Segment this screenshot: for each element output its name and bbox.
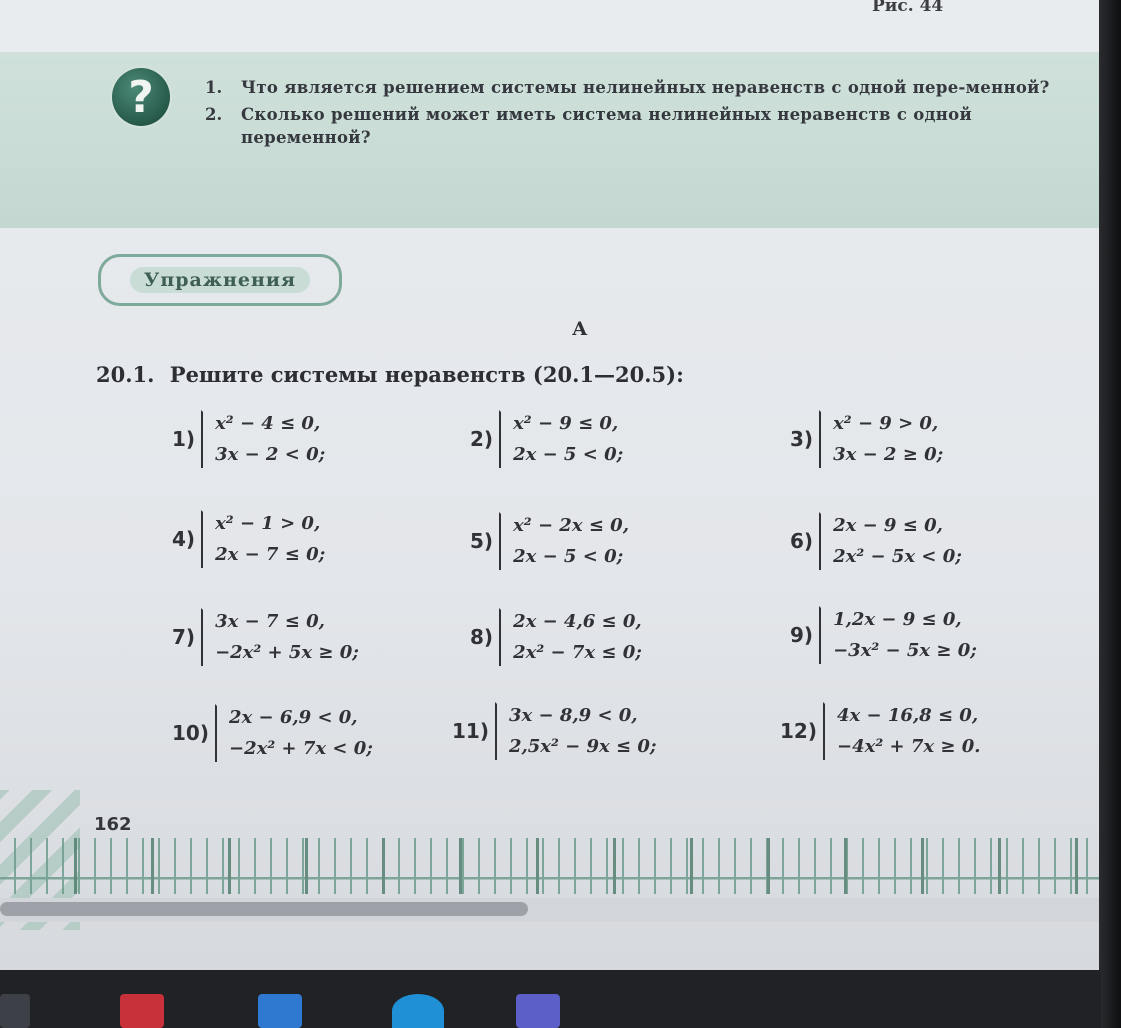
inequality: 2x − 7 ≤ 0; bbox=[215, 544, 326, 565]
inequality: x² − 1 > 0, bbox=[215, 513, 321, 534]
task-heading bbox=[96, 362, 684, 387]
problem-9 bbox=[790, 606, 977, 664]
inequality: 4x − 16,8 ≤ 0, bbox=[836, 705, 979, 726]
teams-icon[interactable] bbox=[516, 994, 560, 1028]
inequality: x² − 4 ≤ 0, bbox=[215, 413, 321, 434]
problem-number: 6) bbox=[790, 529, 814, 553]
brace bbox=[495, 702, 505, 760]
brace bbox=[499, 410, 509, 468]
inequality: 3x − 8,9 < 0, bbox=[508, 705, 638, 726]
problem-number: 8) bbox=[470, 625, 494, 649]
question-item bbox=[205, 76, 1065, 99]
inequality: −2x² + 7x < 0; bbox=[228, 738, 373, 759]
brace bbox=[819, 410, 829, 468]
problem-number: 10) bbox=[172, 721, 209, 745]
problem-3 bbox=[790, 410, 943, 468]
question-number: 1. bbox=[205, 78, 223, 97]
figure-label: Рис. 44 bbox=[872, 0, 944, 16]
scrollbar-thumb[interactable] bbox=[0, 902, 528, 916]
brace bbox=[201, 510, 211, 568]
problem-10 bbox=[172, 704, 373, 762]
inequality: x² − 9 ≤ 0, bbox=[513, 413, 619, 434]
question-number: 2. bbox=[205, 105, 223, 124]
problem-4 bbox=[172, 510, 325, 568]
problem-number: 5) bbox=[470, 529, 494, 553]
inequality: 2x² − 5x < 0; bbox=[833, 546, 962, 567]
inequality: x² − 2x ≤ 0, bbox=[513, 515, 629, 536]
problem-number: 11) bbox=[452, 719, 489, 743]
inequality: 1,2x − 9 ≤ 0, bbox=[833, 609, 962, 630]
brace bbox=[201, 410, 211, 468]
exercises-heading bbox=[98, 254, 342, 306]
brace bbox=[201, 608, 211, 666]
inequality: 2x − 5 < 0; bbox=[513, 546, 624, 567]
inequality: 3x − 7 ≤ 0, bbox=[215, 611, 325, 632]
brace bbox=[819, 512, 829, 570]
problem-2 bbox=[470, 410, 623, 468]
review-questions bbox=[205, 76, 1065, 153]
inequality: 2,5x² − 9x ≤ 0; bbox=[508, 736, 657, 757]
inequality: −4x² + 7x ≥ 0. bbox=[836, 736, 981, 757]
question-item bbox=[205, 103, 1065, 149]
inequality: −3x² − 5x ≥ 0; bbox=[833, 640, 977, 661]
exercises-label: Упражнения bbox=[130, 267, 310, 293]
inequality: 2x² − 7x ≤ 0; bbox=[513, 642, 642, 663]
brace bbox=[215, 704, 225, 762]
page-number: 162 bbox=[94, 814, 132, 835]
question-icon: ? bbox=[112, 68, 170, 126]
problem-number: 2) bbox=[470, 427, 494, 451]
mail-icon[interactable] bbox=[258, 994, 302, 1028]
problem-number: 9) bbox=[790, 623, 814, 647]
problem-5 bbox=[470, 512, 629, 570]
brace bbox=[499, 512, 509, 570]
question-text: Сколько решений может иметь система нелинейных неравенств с одной переменной? bbox=[241, 105, 973, 147]
problem-number: 1) bbox=[172, 427, 196, 451]
problem-number: 3) bbox=[790, 427, 814, 451]
inequality: 2x − 6,9 < 0, bbox=[228, 707, 358, 728]
inequality: 2x − 9 ≤ 0, bbox=[833, 515, 943, 536]
brace bbox=[499, 608, 509, 666]
problem-6 bbox=[790, 512, 962, 570]
problem-7 bbox=[172, 608, 359, 666]
monitor-bezel bbox=[1099, 0, 1121, 1028]
inequality: 3x − 2 ≥ 0; bbox=[833, 444, 944, 465]
inequality: −2x² + 5x ≥ 0; bbox=[215, 642, 359, 663]
brace bbox=[819, 606, 829, 664]
store-icon[interactable] bbox=[120, 994, 164, 1028]
ruler-decoration bbox=[0, 838, 1101, 894]
problem-8 bbox=[470, 608, 642, 666]
problem-11 bbox=[452, 702, 657, 760]
inequality: x² − 9 > 0, bbox=[833, 413, 939, 434]
problem-number: 4) bbox=[172, 527, 196, 551]
app-icon[interactable] bbox=[0, 994, 30, 1028]
group-label: А bbox=[572, 318, 588, 340]
problem-number: 12) bbox=[780, 719, 817, 743]
problem-1 bbox=[172, 410, 325, 468]
inequality: 3x − 2 < 0; bbox=[215, 444, 326, 465]
inequality: 2x − 5 < 0; bbox=[513, 444, 624, 465]
problem-12 bbox=[780, 702, 980, 760]
inequality: 2x − 4,6 ≤ 0, bbox=[513, 611, 642, 632]
problem-number: 7) bbox=[172, 625, 196, 649]
edge-browser-icon[interactable] bbox=[392, 994, 444, 1028]
question-text: Что является решением системы нелинейных неравенств с одной пере-менной? bbox=[241, 78, 1050, 97]
task-text: Решите системы неравенств (20.1—20.5): bbox=[169, 362, 684, 387]
task-number: 20.1. bbox=[96, 362, 155, 387]
brace bbox=[823, 702, 833, 760]
